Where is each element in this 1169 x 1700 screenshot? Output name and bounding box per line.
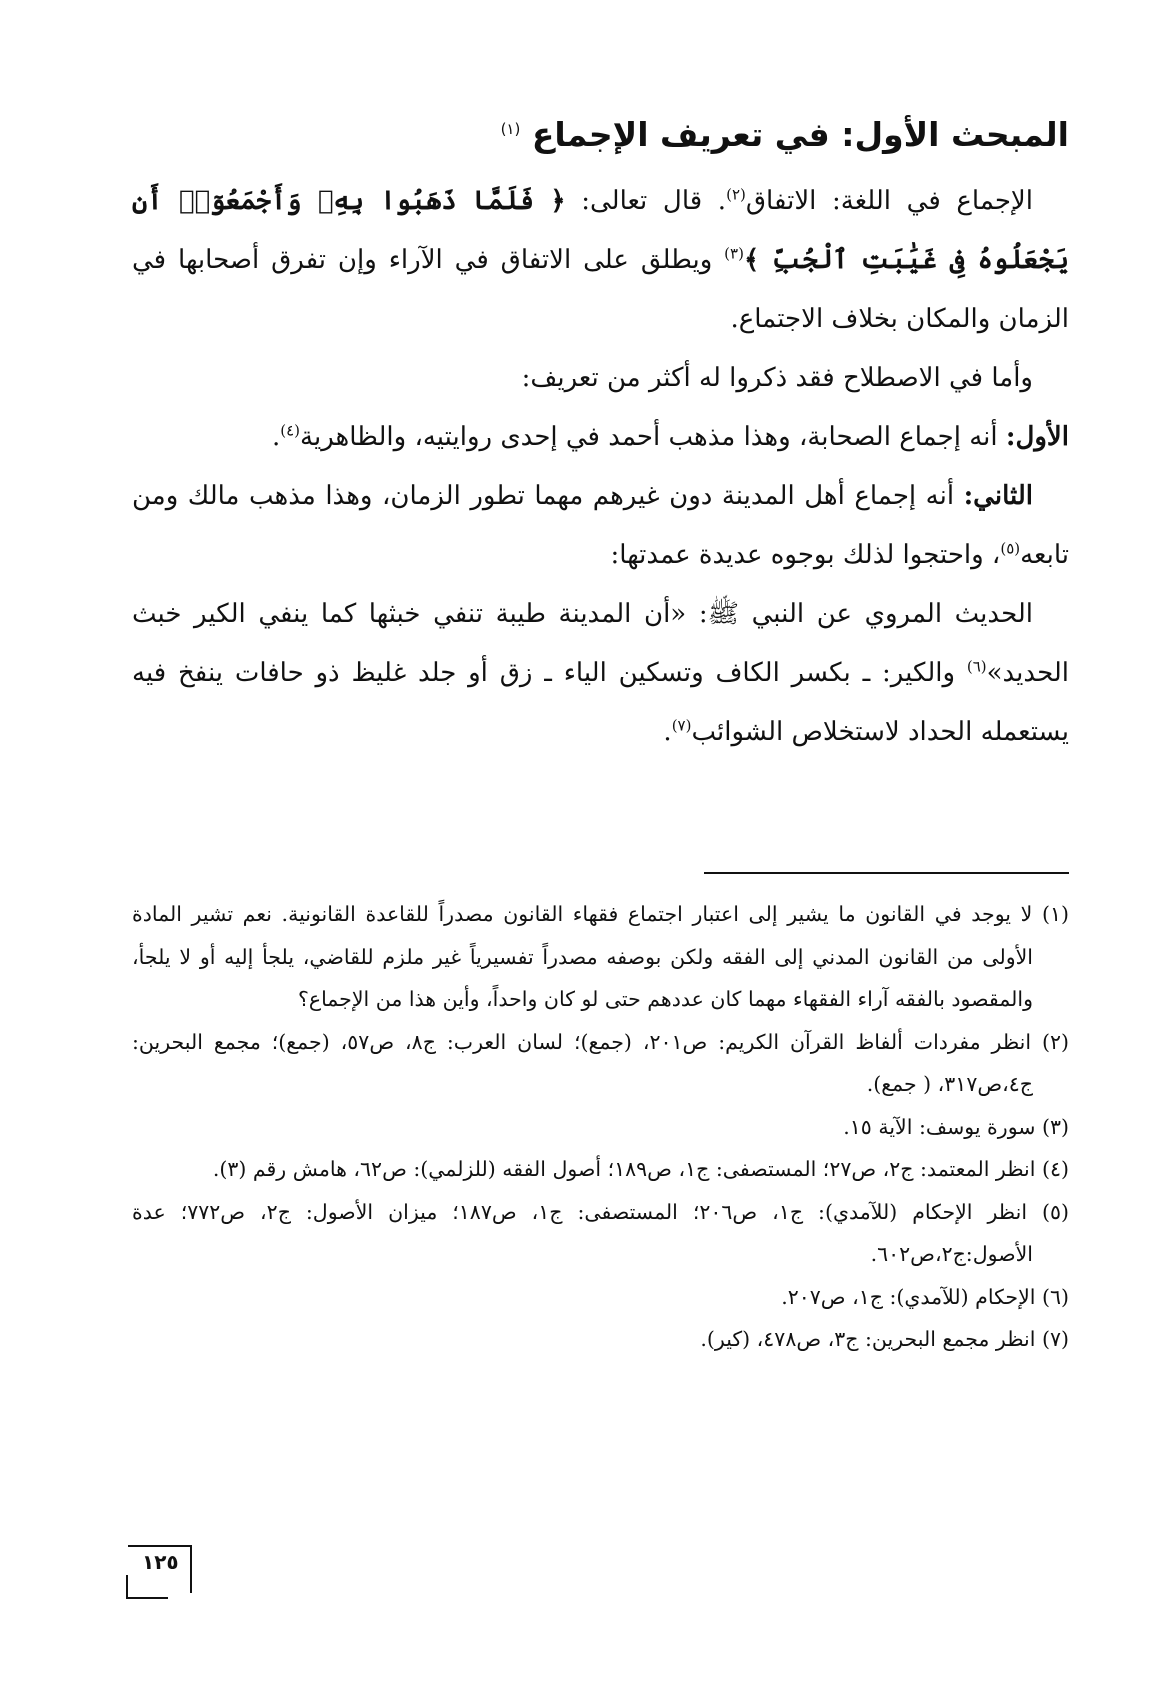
footnote-ref: (٢) bbox=[726, 185, 746, 204]
paragraph-text: والكير: ـ بكسر الكاف وتسكين الياء ـ زق أو جلد غليظ ذو حافات ينفخ فيه يستعمله الحداد لاستخلاص الشوائب bbox=[132, 658, 1069, 747]
footnote-ref: (٥) bbox=[1000, 539, 1021, 558]
footnote-item: (١) لا يوجد في القانون ما يشير إلى اعتبار اجتماع فقهاء القانون مصدراً للقاعدة القانونية. نعم تشير المادة الأولى من القانون المدني إلى الفقه ولكن بوصفه مصدراً تفسيرياً غير ملزم للقاضي، يلجأ إليه أو لا يلجأ، والمقصود بالفقه آراء الفقهاء مهما كان عددهم حتى لو كان واحداً، وأين هذا من الإجماع؟ bbox=[132, 902, 1069, 1011]
footnote-item: (٧) انظر مجمع البحرين: ج٣، ص٤٧٨، (كير). bbox=[700, 1327, 1069, 1351]
quran-verse: ﴿ فَلَمَّا ذَهَبُوا بِهِۦ وَأَجْمَعُوٓا۟ أَن يَجْعَلُوهُ فِى غَيَٰبَتِ ٱلْجُبِّ ﴾ bbox=[132, 186, 1069, 275]
paragraph-hadith bbox=[132, 585, 1069, 762]
page-corner-ornament bbox=[126, 1575, 168, 1599]
paragraph-text: . bbox=[663, 717, 672, 747]
main-text-block bbox=[132, 110, 1069, 762]
definition-label: الأول: bbox=[1005, 422, 1069, 452]
paragraph-language-definition bbox=[132, 172, 1069, 349]
paragraph-second-definition bbox=[132, 467, 1069, 585]
footnotes bbox=[132, 893, 1069, 1361]
footnote-item: (٢) انظر مفردات ألفاظ القرآن الكريم: ص٢٠١، (جمع)؛ لسان العرب: ج٨، ص٥٧، (جمع)؛ مجمع البحرين: ج٤،ص٣١٧، ( جمع). bbox=[132, 1029, 1070, 1096]
body-text bbox=[132, 172, 1069, 762]
footnote-ref: (٣) bbox=[724, 244, 744, 263]
paragraph-text: أنه إجماع أهل المدينة دون غيرهم مهما تطور الزمان، وهذا مذهب مالك ومن تابعه bbox=[132, 481, 1069, 570]
footnote-item: (٥) انظر الإحكام (للآمدي): ج١، ص٢٠٦؛ المستصفى: ج١، ص١٨٧؛ ميزان الأصول: ج٢، ص٧٧٢؛ عدة الأصول:ج٢،ص٦٠٢. bbox=[132, 1199, 1070, 1266]
footnote-ref: (١) bbox=[500, 120, 521, 138]
paragraph-text: . bbox=[271, 422, 281, 452]
definition-label: الثاني: bbox=[963, 481, 1033, 511]
paragraph-text: ويطلق على الاتفاق في الآراء وإن تفرق أصحابها في الزمان والمكان بخلاف الاجتماع. bbox=[132, 245, 1069, 334]
footnote-item: (٤) انظر المعتمد: ج٢، ص٢٧؛ المستصفى: ج١، ص١٨٩؛ أصول الفقه (للزلمي): ص٦٢، هامش رقم (٣). bbox=[212, 1157, 1069, 1181]
footnote-item: (٦) الإحكام (للآمدي): ج١، ص٢٠٧. bbox=[781, 1284, 1069, 1309]
footnote-ref: (٦) bbox=[966, 657, 987, 676]
footnote-ref: (٧) bbox=[671, 716, 692, 735]
section-heading bbox=[132, 110, 1069, 160]
paragraph-terminology-intro: وأما في الاصطلاح فقد ذكروا له أكثر من تعريف: bbox=[521, 363, 1033, 393]
page-number: ١٢٥ bbox=[142, 1550, 179, 1574]
section-heading-text: المبحث الأول: في تعريف الإجماع bbox=[531, 115, 1069, 154]
paragraph-text: الإجماع في اللغة: الاتفاق bbox=[745, 186, 1033, 216]
paragraph-text: ، واحتجوا لذلك بوجوه عديدة عمدتها: bbox=[610, 540, 1001, 570]
paragraph-text: أنه إجماع الصحابة، وهذا مذهب أحمد في إحدى روايتيه، والظاهرية bbox=[300, 422, 1006, 452]
paragraph-first-definition bbox=[132, 408, 1069, 467]
paragraph-text: الحديث المروي عن النبي ﷺ: «أن المدينة طيبة تنفي خبثها كما ينفي الكير خبث الحديد» bbox=[132, 599, 1069, 688]
paragraph-text: . قال تعالى: bbox=[565, 186, 727, 216]
footnote-ref: (٤) bbox=[280, 421, 301, 440]
footnote-separator bbox=[704, 872, 1069, 874]
footnote-item: (٣) سورة يوسف: الآية ١٥. bbox=[843, 1114, 1069, 1139]
